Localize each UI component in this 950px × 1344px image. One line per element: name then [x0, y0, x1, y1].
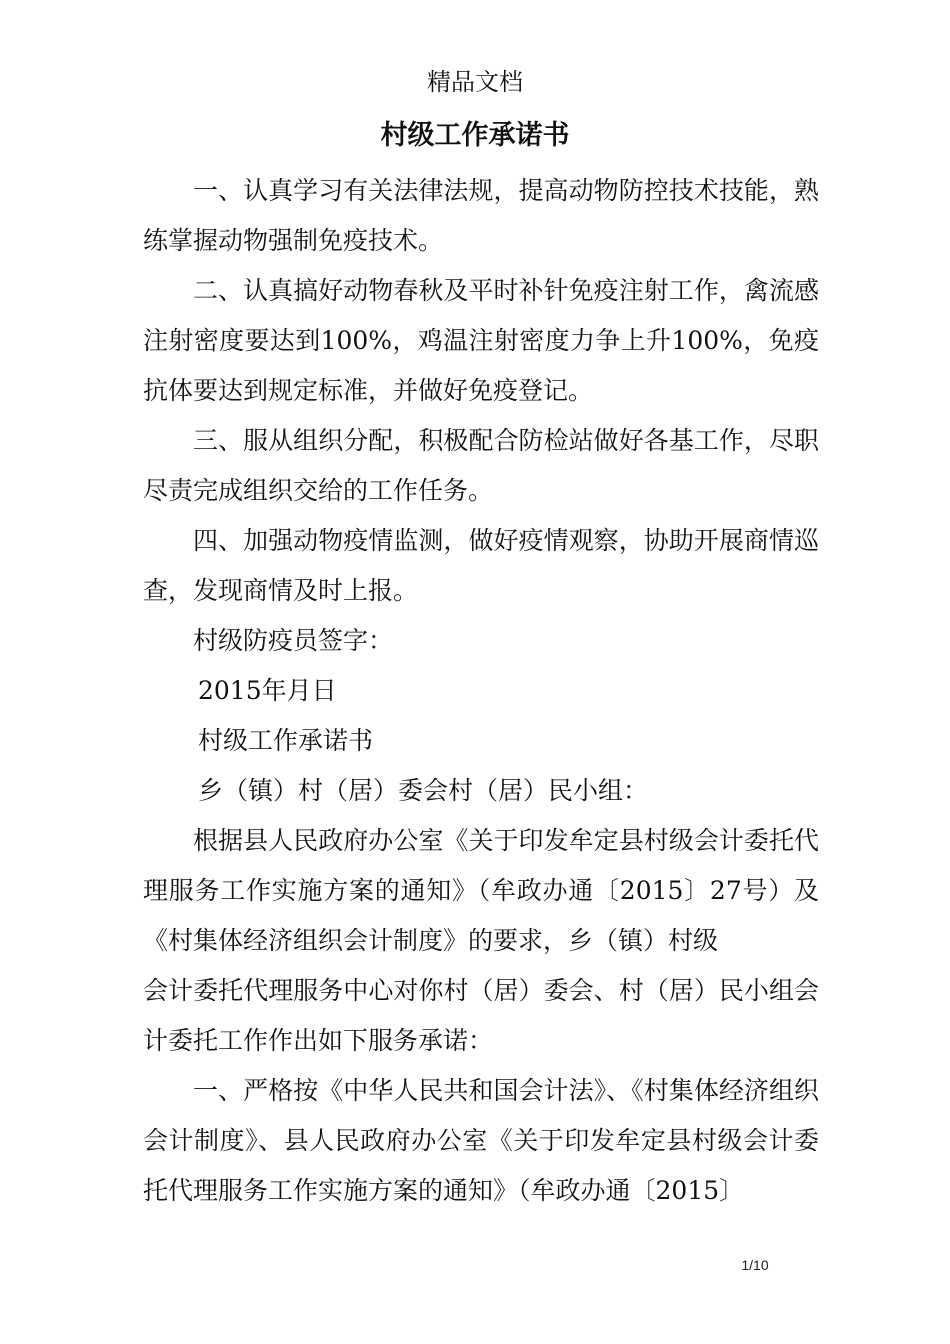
paragraph-2: 二、认真搞好动物春秋及平时补针免疫注射工作，禽流感注射密度要达到100%，鸡温注射密度力争上升100%，免疫抗体要达到规定标准，并做好免疫登记。: [143, 276, 819, 405]
paragraph-1: 一、认真学习有关法律法规，提高动物防控技术技能，熟练掌握动物强制免疫技术。: [143, 176, 819, 255]
addressee-line: 乡（镇）村（居）委会村（居）民小组：: [198, 776, 649, 805]
document-body: [143, 166, 819, 1216]
document-header-label: 精品文档: [427, 68, 523, 96]
date-line: 2015年月日: [198, 676, 337, 705]
signature-label: 村级防疫员签字：: [193, 626, 394, 655]
second-title: 村级工作承诺书: [198, 726, 374, 755]
page-number: 1/10: [741, 1257, 769, 1273]
paragraph-4: 四、加强动物疫情监测，做好疫情观察，协助开展商情巡查，发现商情及时上报。: [143, 526, 819, 605]
paragraph-3: 三、服从组织分配，积极配合防检站做好各基工作，尽职尽责完成组织交给的工作任务。: [143, 426, 819, 505]
document-title: 村级工作承诺书: [380, 120, 570, 151]
basis-paragraph: 根据县人民政府办公室《关于印发牟定县村级会计委托代理服务工作实施方案的通知》（牟政办通〔2015〕27号）及《村集体经济组织会计制度》的要求，乡（镇）村级: [143, 826, 819, 955]
basis-continuation: 会计委托代理服务中心对你村（居）委会、村（居）民小组会计委托工作作出如下服务承诺：: [143, 976, 819, 1055]
commitment-1: 一、严格按《中华人民共和国会计法》、《村集体经济组织会计制度》、县人民政府办公室《关于印发牟定县村级会计委托代理服务工作实施方案的通知》（牟政办通〔2015〕: [143, 1076, 819, 1205]
